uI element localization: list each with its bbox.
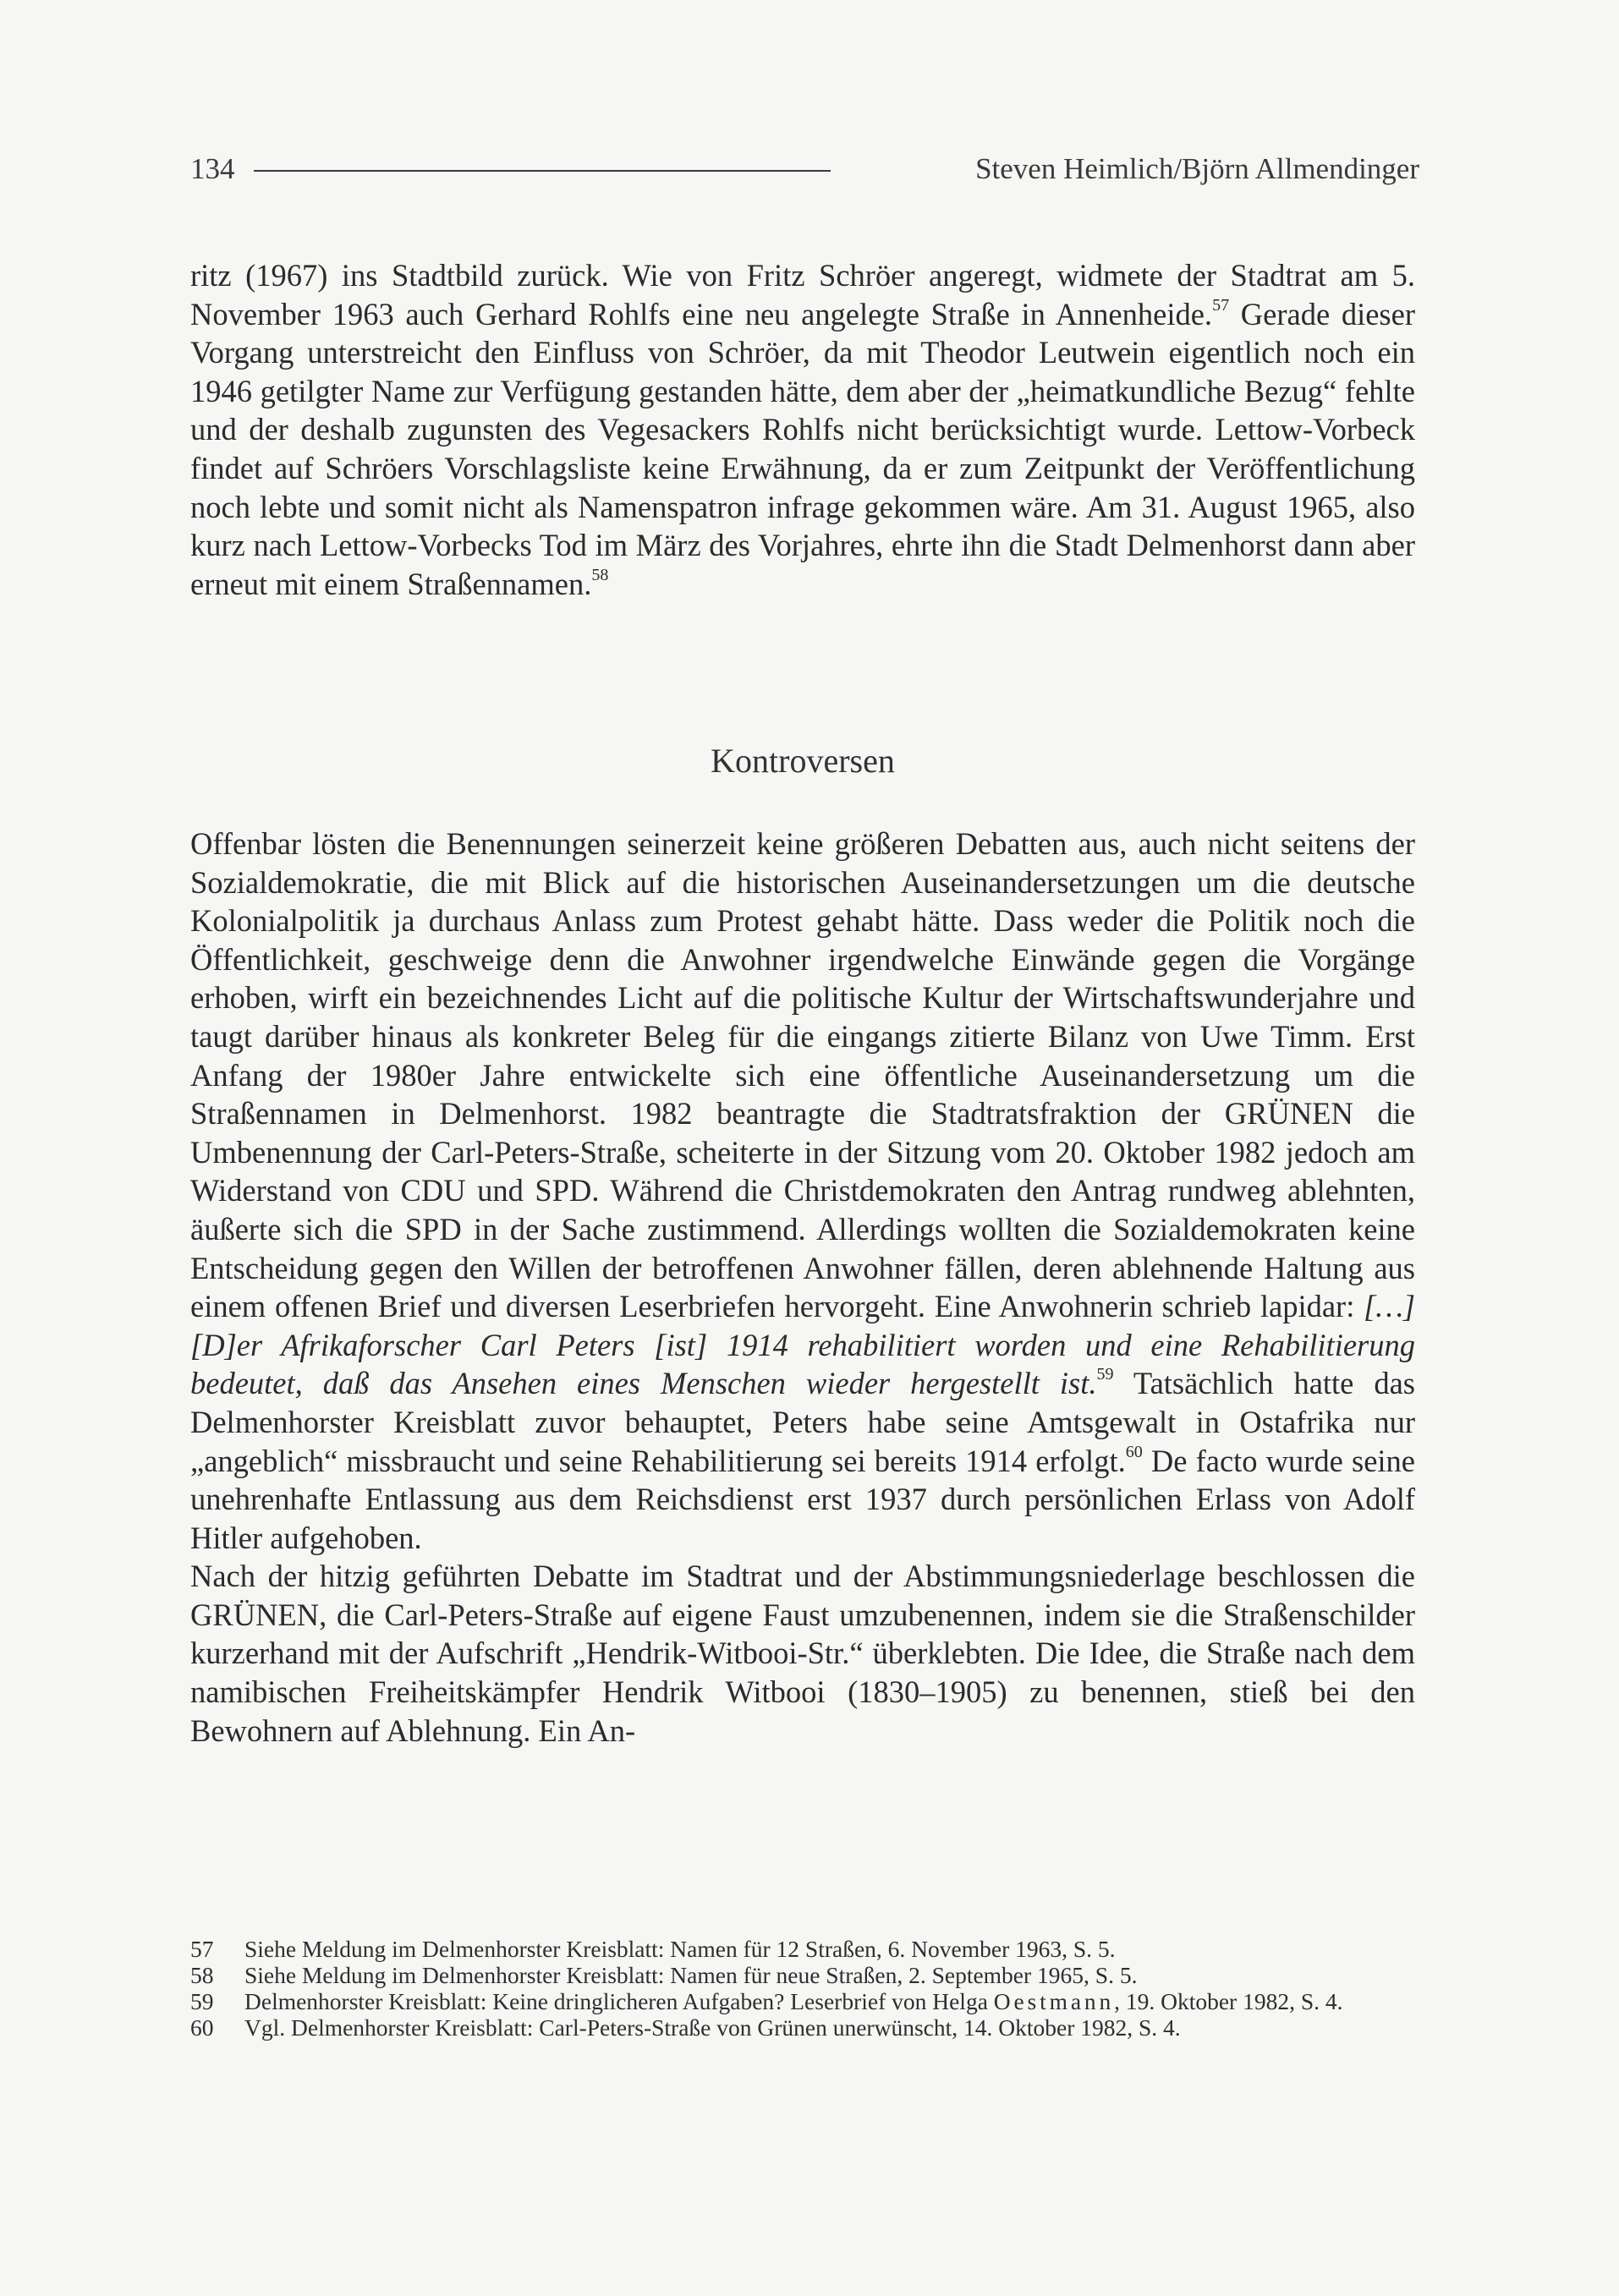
footnotes <box>190 1936 1408 2041</box>
footnote-58 <box>190 1962 1408 1988</box>
author-name: Oestmann <box>993 1988 1115 2014</box>
footnote-number: 59 <box>190 1988 214 2014</box>
page-number: 134 <box>190 152 235 185</box>
body-paragraph-3: Nach der hitzig geführten Debatte im Stadtrat und der Abstimmungsniederlage beschlossen die GRÜNEN, die Carl-Peters-Straße auf eigene Faust umzubenennen, indem sie die Straßenschilder kurzerhand mit der Aufschrift „Hendrik-Witbooi-Str.“ überklebten. Die Idee, die Straße nach dem namibischen Freiheitskämpfer Hendrik Witbooi (1830–1905) zu benennen, stieß bei den Bewohnern auf Ablehnung. Ein An- <box>190 1559 1415 1748</box>
footnote-marker-58: 58 <box>591 565 609 584</box>
footnote-60 <box>190 2014 1408 2041</box>
paragraph-text: De facto wurde seine unehrenhafte Entlassung aus dem Reichsdienst erst 1937 durch persönlichen Erlass von Adolf Hitler aufgehoben. <box>190 1443 1415 1555</box>
footnote-text: Siehe Meldung im Delmenhorster Kreisblatt: Namen für 12 Straßen, 6. November 1963, S. 5. <box>244 1936 1116 1962</box>
body-paragraph-2 <box>190 825 1415 1750</box>
running-head: Steven Heimlich/Björn Allmendinger <box>975 152 1419 185</box>
page-header <box>190 145 1419 193</box>
footnote-number: 58 <box>190 1962 214 1988</box>
header-rule <box>254 170 831 172</box>
section-heading: Kontroversen <box>711 742 895 780</box>
footnote-text: Vgl. Delmenhorster Kreisblatt: Carl-Peters-Straße von Grünen unerwünscht, 14. Oktober 1982, S. 4. <box>244 2014 1181 2041</box>
footnote-59 <box>190 1988 1408 2014</box>
footnote-57 <box>190 1936 1408 1962</box>
footnote-marker-59: 59 <box>1096 1365 1114 1384</box>
footnote-number: 57 <box>190 1936 214 1962</box>
footnote-marker-60: 60 <box>1125 1442 1143 1461</box>
body-paragraph-1 <box>190 256 1415 603</box>
footnote-text-part: Delmenhorster Kreisblatt: Keine dringlicheren Aufgaben? Leserbrief von Helga <box>244 1988 994 2014</box>
footnote-marker-57: 57 <box>1212 295 1230 315</box>
italic-quote: […] [D]er Afrikaforscher Carl Peters [ist] 1914 rehabilitiert worden und eine Rehabilitierung bedeutet, daß das Ansehen eines Menschen wieder hergestellt ist. <box>190 1289 1415 1401</box>
paragraph-text: ritz (1967) ins Stadtbild zurück. Wie von Fritz Schröer angeregt, widmete der Stadtrat am 5. November 1963 auch Gerhard Rohlfs eine neu angelegte Straße in Annenheide. <box>190 258 1415 332</box>
footnote-text <box>244 1988 1408 2014</box>
paragraph-text: Offenbar lösten die Benennungen seinerzeit keine größeren Debatten aus, auch nicht seitens der Sozialdemokratie, die mit Blick auf die historischen Auseinandersetzungen um die deutsche Kolonialpolitik ja durchaus Anlass zum Protest gehabt hätte. Dass weder die Politik noch die Öffentlichkeit, geschweige denn die Anwohner irgendwelche Einwände gegen die Vorgänge erhoben, wirft ein bezeichnendes Licht auf die politische Kultur der Wirtschaftswunderjahre und taugt darüber hinaus als konkreter Beleg für die eingangs zitierte Bilanz von Uwe Timm. Erst Anfang der 1980er Jahre entwickelte sich eine öffentliche Auseinandersetzung um die Straßennamen in Delmenhorst. 1982 beantragte die Stadtratsfraktion der GRÜNEN die Umbenennung der Carl-Peters-Straße, scheiterte in der Sitzung vom 20. Oktober 1982 jedoch am Widerstand von CDU und SPD. Während die Christdemokraten den Antrag rundweg ablehnten, äußerte sich die SPD in der Sache zustimmend. Allerdings wollten die Sozialdemokraten keine Entscheidung gegen den Willen der betroffenen Anwohner fällen, deren ablehnende Haltung aus einem offenen Brief und diversen Leserbriefen hervorgeht. Eine Anwohnerin schrieb lapidar: <box>190 826 1415 1324</box>
footnote-text-part: , 19. Oktober 1982, S. 4. <box>1114 1988 1343 2014</box>
paragraph-text: Gerade dieser Vorgang unterstreicht den Einfluss von Schröer, da mit Theodor Leutwein eigentlich noch ein 1946 getilgter Name zur Verfügung gestanden hätte, dem aber der „heimatkundliche Bezug“ fehlte und der deshalb zugunsten des Vegesackers Rohlfs nicht berücksichtigt wurde. Lettow-Vorbeck findet auf Schröers Vorschlagsliste keine Erwähnung, da er zum Zeitpunkt der Veröffentlichung noch lebte und somit nicht als Namenspatron infrage gekommen wäre. Am 31. August 1965, also kurz nach Lettow-Vorbecks Tod im März des Vorjahres, ehrte ihn die Stadt Delmenhorst dann aber erneut mit einem Straßennamen. <box>190 296 1415 601</box>
footnote-text: Siehe Meldung im Delmenhorster Kreisblatt: Namen für neue Straßen, 2. September 1965, S. 5. <box>244 1962 1138 1988</box>
footnote-number: 60 <box>190 2014 214 2041</box>
paragraph-text: Tatsächlich hatte das Delmenhorster Kreisblatt zuvor behauptet, Peters habe seine Amtsgewalt in Ostafrika nur „angeblich“ missbraucht und seine Rehabilitierung sei bereits 1914 erfolgt. <box>190 1366 1415 1478</box>
